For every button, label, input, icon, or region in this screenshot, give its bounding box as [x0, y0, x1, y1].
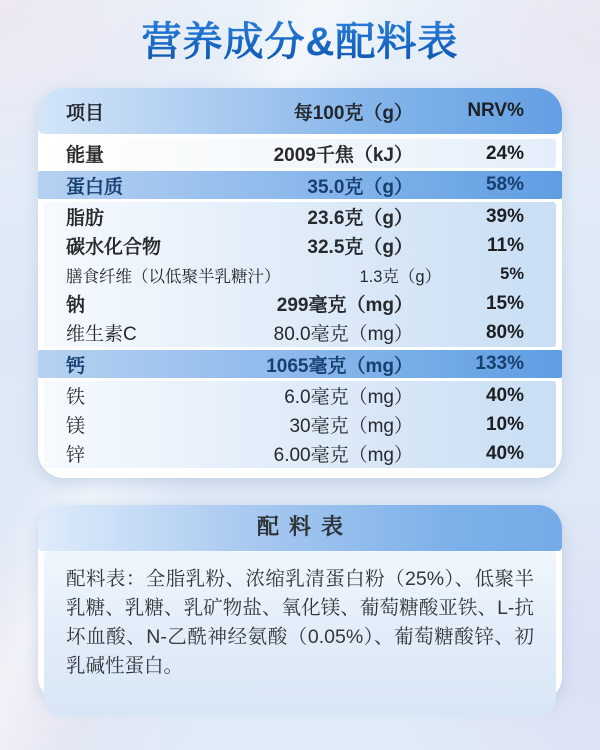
- row-name: 能量: [66, 145, 105, 166]
- table-row: [44, 410, 556, 439]
- header-per100g: 每100克（g）: [293, 102, 413, 124]
- row-value: 32.5克（g）: [307, 237, 413, 258]
- header-nrv: NRV%: [467, 100, 524, 121]
- row-name: 锌: [66, 445, 86, 466]
- row-name: 碳水化合物: [66, 237, 162, 258]
- ingredients-card: [38, 505, 562, 701]
- ingredients-text: 配料表：全脂乳粉、浓缩乳清蛋白粉（25%）、低聚半乳糖、乳糖、乳矿物盐、氧化镁、葡萄糖酸亚铁、L-抗坏血酸、N-乙酰神经氨酸（0.05%）、葡萄糖酸锌、初乳碱性蛋白。: [44, 551, 556, 717]
- row-nrv: 5%: [500, 265, 524, 283]
- row-nrv: 39%: [485, 205, 524, 227]
- row-name: 镁: [66, 416, 86, 437]
- table-row-block: [44, 381, 556, 468]
- row-nrv: 58%: [485, 174, 524, 195]
- row-value: 35.0克（g）: [307, 176, 413, 198]
- table-row: [38, 350, 562, 378]
- row-name: 铁: [66, 387, 86, 408]
- table-row-block: [44, 202, 556, 347]
- row-name: 脂肪: [66, 208, 105, 229]
- row-value: 23.6克（g）: [307, 208, 413, 229]
- row-value: 1065毫克（mg）: [266, 355, 413, 377]
- table-row: [38, 171, 562, 199]
- row-nrv: 15%: [485, 292, 524, 314]
- table-row-block: [44, 139, 556, 168]
- row-value: 2009千焦（kJ）: [273, 145, 413, 166]
- row-name: 钠: [66, 295, 86, 316]
- row-name: 钙: [66, 355, 86, 377]
- row-name: 膳食纤维（以低聚半乳糖汁）: [66, 267, 281, 286]
- row-value: 80.0毫克（mg）: [273, 324, 413, 345]
- row-name: 维生素C: [66, 324, 137, 345]
- table-row: [44, 231, 556, 260]
- row-nrv: 10%: [485, 413, 524, 435]
- table-row: [44, 381, 556, 410]
- table-row: [44, 202, 556, 231]
- header-item: 项目: [66, 102, 105, 124]
- row-value: 30毫克（mg）: [289, 416, 413, 437]
- table-row: [44, 439, 556, 468]
- row-nrv: 40%: [485, 442, 524, 464]
- row-name: 蛋白质: [66, 176, 124, 198]
- row-value: 6.0毫克（mg）: [284, 387, 413, 408]
- page-title: 营养成分&配料表: [0, 10, 600, 67]
- row-nrv: 80%: [485, 321, 524, 343]
- table-row: [44, 260, 556, 289]
- ingredients-header: 配料表: [38, 505, 562, 551]
- table-body: [44, 139, 556, 468]
- row-nrv: 24%: [485, 142, 524, 164]
- row-nrv: 133%: [475, 353, 524, 374]
- table-row: [44, 139, 556, 168]
- table-row: [44, 318, 556, 347]
- row-value: 1.3克（g）: [359, 267, 442, 286]
- row-nrv: 11%: [487, 234, 524, 256]
- nutrition-table-card: [38, 88, 562, 478]
- row-value: 299毫克（mg）: [276, 295, 413, 316]
- table-row: [44, 289, 556, 318]
- row-nrv: 40%: [485, 384, 524, 406]
- row-value: 6.00毫克（mg）: [273, 445, 413, 466]
- table-header-row: [38, 88, 562, 134]
